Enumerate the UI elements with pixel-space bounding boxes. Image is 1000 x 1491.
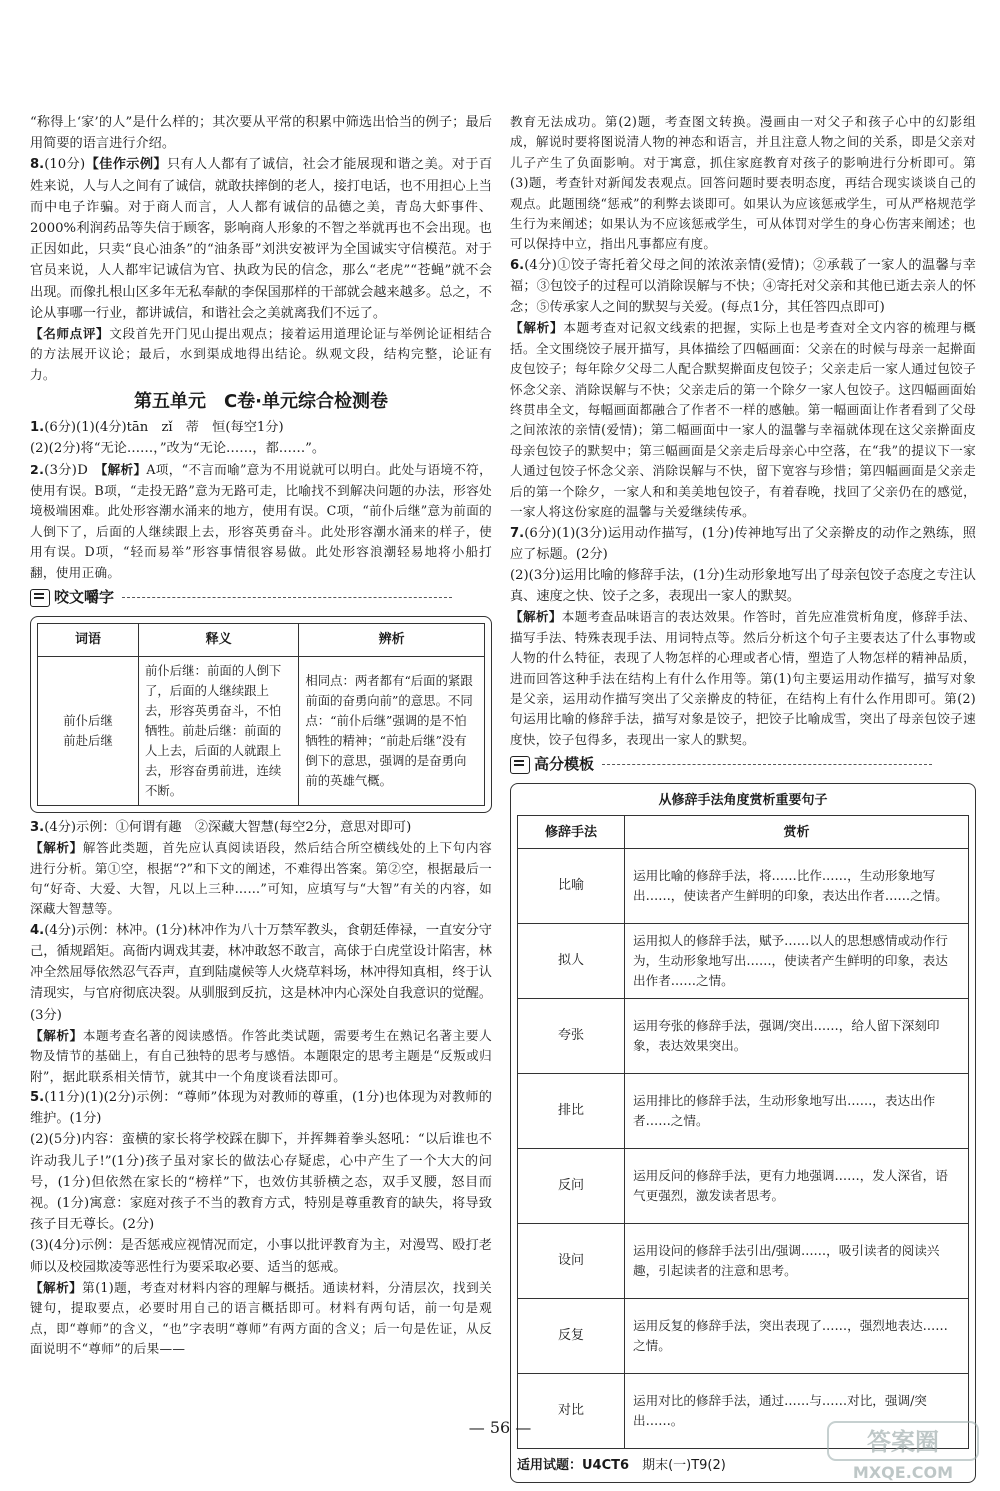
template-table <box>517 815 969 1449</box>
vocab-words: 前仆后继 前赴后继 <box>38 656 139 805</box>
template-title: 从修辞手法角度赏析重要句子 <box>658 792 828 808</box>
applies-label: 适用试题：U4CT6 <box>517 1458 630 1474</box>
q5-continued: 教育无法成功。第(2)题，考查图文转换。漫画由一对父子和孩子心中的幻影组成，解说时要将图说清人物的神态和语言，并且注意人物之间的关系，即是父亲对儿子产生了负面影响。对于寓意，抓住家庭教育对孩子的影响进行分析即可。第(3)题，考查针对新闻发表观点。回答问题时要表明态度，再结合现实谈谈自己的观点。此题围绕“惩戒”的利弊去谈即可。如果认为应该惩戒学生，可从严格规范学生行为来阐述；如果认为不应该惩戒学生，可从体罚对学生的身心伤害来阐述；也可以保持中立，指出凡事都应有度。 <box>510 114 976 252</box>
q4-expl: 本题考查名著的阅读感悟。作答此类试题，需要考生在熟记名著主要人物及情节的基础上，有自己独特的思考与感悟。本题限定的思考主题是“反叛或归附”，据此联系相关情节，就其中一个角度谈看法即可。 <box>30 1027 492 1084</box>
q7-p1: (6分)(1)(3分)运用动作描写，(1分)传神地写出了父亲擀皮的动作之熟练，照应了标题。(2分) <box>510 525 976 562</box>
vocab-analysis: 相同点：两者都有“后面的紧跟前面的奋勇向前”的意思。不同点：“前仆后继”强调的是不怕牺牲的精神；“前赴后继”没有倒下的意思，强调的是奋勇向前的英雄气概。 <box>299 656 485 805</box>
section-title: 第五单元 C卷·单元综合检测卷 <box>133 391 389 413</box>
vocab-table <box>37 623 485 806</box>
q6-text: (4分)①饺子寄托着父母之间的浓浓亲情(爱情)；②承载了一家人的温馨与幸福；③包饺子的过程可以消除误解与不快；④寄托对父亲和其他已逝去亲人的怀念；⑤传承家人之间的默契与关爱。(每点1分，其任答四点即可) <box>510 257 976 316</box>
vocab-meaning: 前仆后继：前面的人倒下了，后面的人继续跟上去，形容英勇奋斗，不怕牺牲。前赴后继：前面的人上去，后面的人就跟上去，形容奋勇前进，连续不断。 <box>139 656 299 805</box>
vocab-header-analysis: 辨析 <box>299 623 485 656</box>
q4-number: 4. <box>30 922 45 938</box>
question-5 <box>30 1087 492 1359</box>
q8-lead: (10分) <box>44 157 86 173</box>
q6-expl: 本题考查对记叙文线索的把握，实际上也是考查对全文内容的梳理与概括。全文围绕饺子展开描写，具体描绘了四幅画面：父亲在的时候与母亲一起擀面皮包饺子；每年除夕父母二人配合默契擀面皮包饺子；父亲走后一家人通过包饺子怀念父亲、消除误解与不快；父亲走后的第一个除夕一家人包饺子。这四幅画面始终贯串全文，每幅画面都融合了作者不一样的感触。第一幅画面让作者看到了父母之间浓浓的亲情(爱情)；第二幅画面中一家人的温馨与幸福就体现在这父亲擀面皮母亲包饺子的默契中；第三幅画面是父亲走后母亲心中空落，在“我”的提议下一家人通过包饺子怀念父亲、消除误解与不快，留下宽容与珍惜；第四幅画面是父亲走后的第一个除夕，一家人和和美美地包饺子，有着春晚，找回了父亲仍在的感觉，一家人将这份家庭的温馨与关爱继续传承。 <box>510 320 976 520</box>
page-number: — 56 — <box>468 1418 532 1437</box>
q7-p2: (2)(3分)运用比喻的修辞手法，(1分)生动形象地写出了母亲包饺子态度之专注认真、速度之快、饺子之多，表现出一家人的默契。 <box>510 567 976 605</box>
table-row: 夸张 运用夸张的修辞手法，强调/突出……，给人留下深刻印象，表达效果突出。 <box>518 999 969 1074</box>
question-3 <box>30 817 492 920</box>
q4-text: (4分)示例：林冲。(1分)林冲作为八十万禁军教头，食朝廷俸禄，一直安分守己，循规蹈矩。高衙内调戏其妻，林冲敢怒不敢言，高俅于白虎堂设计陷害，林冲全然屈辱依然忍气吞声，直到陆虞候等人火烧草料场，林冲得知真相，终于认清现实，与官府彻底决裂。从驯服到反抗，这是林冲内心深处自我意识的觉醒。(3分) <box>30 922 492 1023</box>
q3-line: (4分)示例：①何谓有趣 ②深藏大智慧(每空2分，意思对即可) <box>44 819 412 835</box>
table-row: 拟人 运用拟人的修辞手法，赋予……以人的思想感情或动作行为，生动形象地写出……，使读者产生鲜明的印象，表达出作者……之情。 <box>518 924 969 999</box>
q7-tag: 【解析】 <box>510 609 562 625</box>
q5-tag: 【解析】 <box>30 1279 83 1295</box>
table-row: 反问 运用反问的修辞手法，更有力地强调……，发人深省，语气更强烈，激发读者思考。 <box>518 1149 969 1224</box>
q3-number: 3. <box>30 819 45 835</box>
q1-line1: (6分)(1)(4分)tān zǐ 蒂 恒(每空1分) <box>44 420 284 436</box>
vocab-box <box>30 583 492 813</box>
svg-text:MXQE.COM: MXQE.COM <box>852 1463 954 1482</box>
q2-number: 2. <box>30 461 45 477</box>
watermark-logo <box>826 1418 986 1484</box>
vocab-box-icon <box>30 589 50 607</box>
template-header-method: 修辞手法 <box>518 816 625 849</box>
template-box-icon <box>510 756 530 774</box>
q6-tag: 【解析】 <box>510 320 564 336</box>
template-box <box>510 750 976 1483</box>
q4-tag: 【解析】 <box>30 1027 83 1043</box>
applies-text: 期末(一)T9(2) <box>642 1458 726 1474</box>
q8-text: 只有人人都有了诚信，社会才能展现和谐之美。对于百姓来说，人与人之间有了诚信，就敢扶摔倒的老人，接打电话，也不用担心上当而中电子诈骗。对于商人而言，人人都有诚信的品德之美，青岛大虾事件、2000%利润药品等失信于顾客，影响商人形象的不智之举就再也不会出现。也正因如此，只卖“良心油条”的“油条哥”刘洪安被评为全国诚实守信模范。对于官员来说，人人都牢记诚信为官、执政为民的信念，那么“老虎”“苍蝇”就不会出现。而像扎根山区多年无私奉献的李保国那样的干部就会越来越多。总之，不论从事哪一行业，都讲诚信，和谐社会之美就离我们不远了。 <box>30 157 493 321</box>
q2-tag: 【解析】 <box>101 461 147 477</box>
intro-paragraph: “称得上‘家’的人”是什么样的；其次要从平常的积累中筛选出恰当的例子；最后用简要的语言进行介绍。 <box>30 115 492 152</box>
q5-p2: (2)(5分)内容：蛮横的家长将学校踩在脚下，并挥舞着拳头怒吼：“以后谁也不许动我儿子!”(1分)孩子虽对家长的做法心存疑虑，心中产生了一个大大的问号，(1分)但依然在家长的“榜样”下，也效仿其骄横之态，双手叉腰，怒目而视。(1分)寓意：家庭对孩子不当的教育方式，特别是尊重教育的缺失，将导致孩子目无尊长。(2分) <box>30 1132 492 1233</box>
question-2 <box>30 460 492 583</box>
q1-line2: (2)(2分)将“无论……，”改为“无论……，都……”。 <box>30 441 326 457</box>
q1-number: 1. <box>30 420 45 436</box>
q3-text: 解答此类题，首先应认真阅读语段，然后结合所空横线处的上下句内容进行分析。第①空，根据“?”和下文的阐述，不难得出答案。第②空，根据最后一句“好奇、大爱、大智，凡以上三种……”可知，应填写与“大智”有关的内容，如深藏大智慧等。 <box>30 840 492 917</box>
table-row: 反复 运用反复的修辞手法，突出表现了……，强烈地表达……之情。 <box>518 1299 969 1374</box>
question-1 <box>30 417 492 459</box>
q8-comment-tag: 【名师点评】 <box>30 326 110 342</box>
table-row: 比喻 运用比喻的修辞手法，将……比作……，生动形象地写出……，使读者产生鲜明的印象，表达出作者……之情。 <box>518 849 969 924</box>
question-7 <box>510 523 976 751</box>
q5-number: 5. <box>30 1089 45 1105</box>
vocab-box-label: 咬文嚼字 <box>54 588 115 607</box>
template-header-analysis: 赏析 <box>625 816 969 849</box>
q2-lead: (3分)D <box>44 462 89 478</box>
q2-text: A项，“不言而喻”意为不用说就可以明白。此处与语境不符，使用有误。B项，“走投无路”意为无路可走，比喻找不到解决问题的办法，形容处境极端困难。此处形容潮水涌来的地方，使用有误。C项，“前仆后继”意为前面的人倒下了，后面的人继续跟上去，形容英勇奋斗。此处形容潮水涌来的样子，使用有误。D项，“轻而易举”形容事情很容易做。此处形容浪潮轻易地将小船打翻，使用正确。 <box>30 461 492 580</box>
template-box-label: 高分模板 <box>534 755 595 774</box>
q3-tag: 【解析】 <box>30 840 83 856</box>
question-4 <box>30 920 492 1087</box>
q5-expl: 第(1)题，考查对材料内容的理解与概括。通读材料，分清层次，找到关键句，提取要点，必要时用自己的语言概括即可。材料有两句话，前一句是观点，即“尊师”的含义，“也”字表明“尊师”有两方面的含义；后一句是佐证，从反面说明不“尊师”的后果—— <box>30 1279 492 1356</box>
table-row: 设问 运用设问的修辞手法引出/强调……，吸引读者的阅读兴趣，引起读者的注意和思考。 <box>518 1224 969 1299</box>
q5-p3: (3)(4分)示例：是否惩戒应视情况而定，小事以批评教育为主，对漫骂、殴打老师以及校园欺凌等恶性行为要采取必要、适当的惩戒。 <box>30 1238 492 1275</box>
table-row: 排比 运用排比的修辞手法，生动形象地写出……，表达出作者……之情。 <box>518 1074 969 1149</box>
table-row: 对比 运用对比的修辞手法，通过……与……对比，强调/突出……。 <box>518 1374 969 1449</box>
q5-p1: (11分)(1)(2分)示例：“尊师”体现为对教师的尊重，(1分)也体现为对教师的维护。(1分) <box>30 1089 492 1127</box>
q7-expl: 本题考查品味语言的表达效果。作答时，首先应准赏析角度，修辞手法、描写手法、特殊表现手法、用词特点等。然后分析这个句子主要表达了什么事物或人物的什么特征，表现了人物怎样的心理或者心情，塑造了人物怎样的精神品质，进而回答这种手法在结构上有什么作用等。第(1)句主要运用动作描写，描写对象是父亲，运用动作描写突出了父亲擀皮的特征，在结构上有什么作用即可。第(2)句运用比喻的修辞手法，描写对象是饺子，把饺子比喻成雪，突出了母亲包饺子速度快，饺子包得多，表现出一家人的默契。 <box>510 609 977 747</box>
q8-tag: 【佳作示例】 <box>85 157 167 173</box>
q6-number: 6. <box>510 257 525 273</box>
svg-text:答案圈: 答案圈 <box>867 1428 939 1456</box>
vocab-header-word: 词语 <box>38 623 139 656</box>
right-column <box>510 112 976 1483</box>
vocab-header-meaning: 释义 <box>139 623 299 656</box>
q8-comment: 文段首先开门见山提出观点；接着运用道理论证与举例论证相结合的方法展开议论；最后，水到渠成地得出结论。纵观文段，结构完整，论证有力。 <box>30 326 492 382</box>
left-column <box>30 112 492 1359</box>
question-8 <box>30 154 492 385</box>
question-6 <box>510 255 976 523</box>
q8-number: 8. <box>30 157 45 173</box>
q7-number: 7. <box>510 525 525 541</box>
